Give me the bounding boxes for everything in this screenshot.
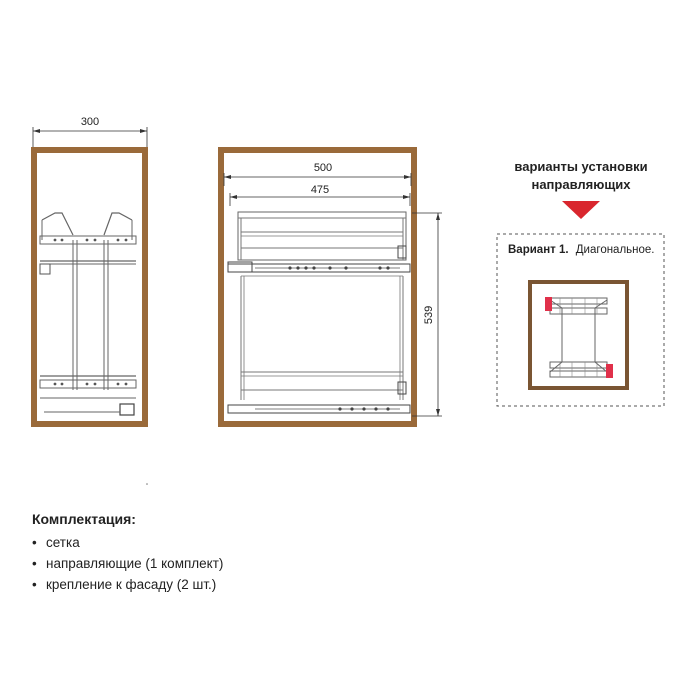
height-dimension: 539 [423,305,435,325]
front-view [221,150,442,424]
variant-label-bold: Вариант 1. [508,244,569,256]
kit-item: • крепление к фасаду (2 шт.) [32,574,223,595]
side-view [33,116,147,424]
variant-label-text: Диагональное. [575,244,655,256]
rail-marker-bottom-right [606,364,613,378]
install-header-line1: варианты установки [514,159,648,174]
rail-marker-top-left [545,297,552,311]
variant-box [497,234,664,406]
install-header-line2: направляющих [531,177,631,192]
kit-section [32,509,223,595]
front-inner-width-dimension: 475 [310,184,330,196]
down-arrow-icon [562,201,600,219]
front-outer-width-dimension: 500 [313,162,333,174]
kit-item: • сетка [32,532,223,553]
side-width-dimension: 300 [80,116,100,128]
variant-label [508,244,655,256]
kit-list [32,532,223,595]
kit-title: Комплектация: [32,511,136,527]
stray-dot [146,483,148,485]
install-variants [497,159,664,406]
side-cabinet-frame [34,150,145,424]
kit-item: • направляющие (1 комплект) [32,553,223,574]
